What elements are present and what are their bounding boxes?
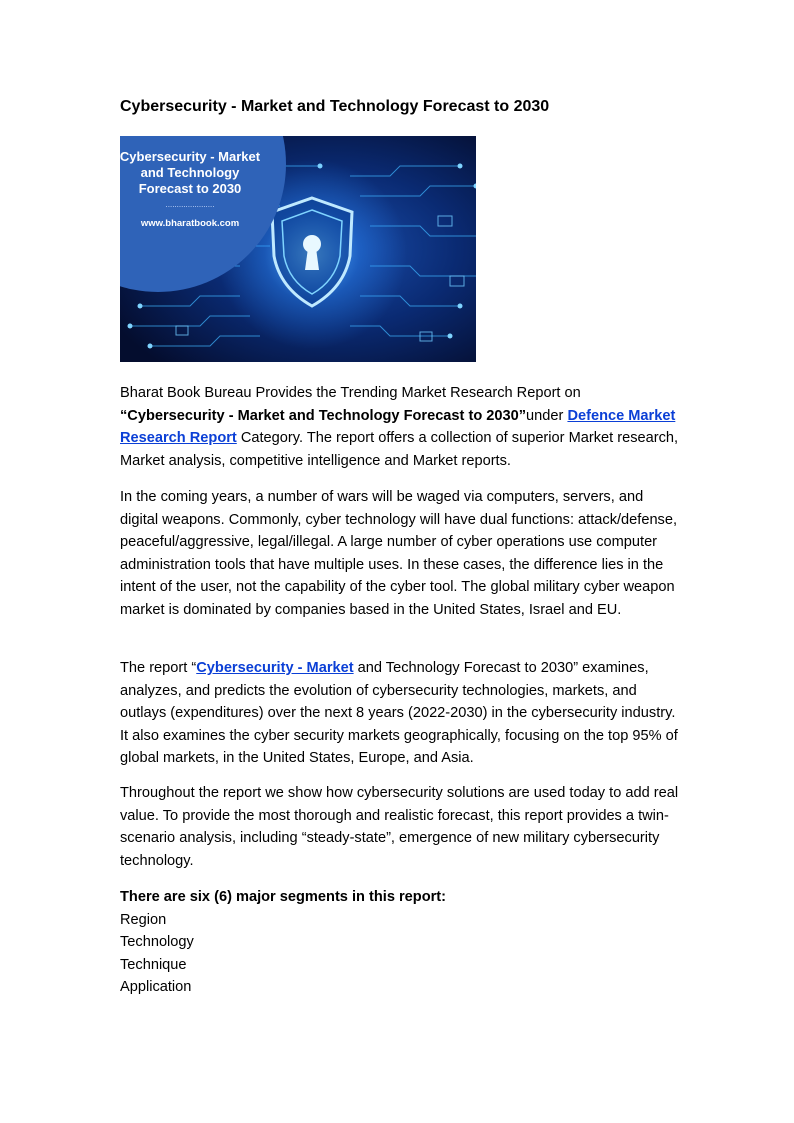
segments-heading: There are six (6) major segments in this report: (120, 889, 447, 905)
intro-rest: Category. The report offers a collection of superior Market research, Market analysis, competitive intelligence and Market reports. (120, 430, 679, 469)
report-before: The report “ (120, 660, 197, 676)
cybersecurity-market-link[interactable]: Cybersecurity - Market (196, 660, 354, 676)
segment-item: Application (120, 979, 192, 995)
report-banner-image (120, 136, 476, 362)
throughout-paragraph (120, 782, 680, 872)
intro-paragraph (120, 382, 680, 472)
banner-dots: ...................... (165, 200, 215, 209)
banner-heading-3: Forecast to 2030 (138, 181, 242, 196)
segment-item: Technology (120, 934, 194, 950)
page-title: Cybersecurity - Market and Technology Forecast to 2030 (120, 98, 550, 115)
banner-heading-1: Cybersecurity - Market (120, 149, 261, 164)
banner-website: www.bharatbook.com (140, 218, 240, 229)
report-after: and Technology Forecast to 2030” examines, analyzes, and predicts the evolution of cybersecurity technologies, markets, and outlays (expenditures) over the next 8 years (2022-2030) in the cybersecurity industry. It also examines the cyber security markets geographically, focusing on the top 95% of global markets, in the United States, Europe, and Asia. (120, 660, 678, 766)
paragraph-text: Throughout the report we show how cybersecurity solutions are used today to add real value. To provide the most thorough and realistic forecast, this report provides a twin-scenario analysis, including “steady-state”, emergence of new military cybersecurity technology. (120, 785, 679, 869)
defence-market-link[interactable]: Defence Market Research Report (120, 407, 676, 446)
report-paragraph (120, 657, 680, 770)
segment-item: Technique (120, 956, 187, 973)
intro-line: Bharat Book Bureau Provides the Trending Market Research Report on (120, 385, 581, 401)
intro-report-title: “Cybersecurity - Market and Technology Forecast to 2030” (120, 407, 527, 424)
segment-item: Region (120, 911, 167, 928)
segments-section (120, 886, 680, 999)
banner-heading-2: and Technology (140, 165, 240, 180)
wars-paragraph (120, 486, 680, 621)
intro-under: under (526, 407, 568, 424)
paragraph-text: In the coming years, a number of wars will be waged via computers, servers, and digital weapons. Commonly, cyber technology will have dual functions: attack/defense, peaceful/aggressive, legal/illegal. A large number of cyber operations use computer administration tools that have multiple uses. In these cases, the difference lies in the intent of the user, not the capability of the cyber tool. The global military cyber weapon market is dominated by companies based in the United States, Israel and EU. (120, 489, 678, 618)
